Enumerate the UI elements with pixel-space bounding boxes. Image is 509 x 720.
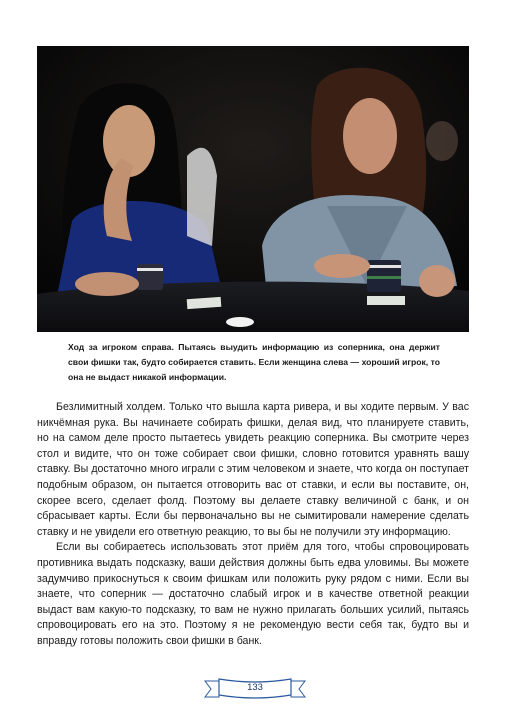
paragraph: Безлимитный холдем. Только что вышла карта ривера, и вы ходите первым. У вас никчёмная рука. Вы начинаете собирать фишки, делая вид, что планируете ставить, но на самом деле просто пытаетесь увидеть реакцию соперника. Вы смотрите через стол и видите, что он тоже собирает свои фишки, словно готовится уравнять вашу ставку. Вы достаточно много играли с этим человеком и знаете, что когда он поступает подобным образом, он пытается отговорить вас от ставки, и если вы поставите, он, скорее всего, сделает фолд. Поэтому вы делаете ставку величиной с банк, и он сбрасывает карты. Если бы первоначально вы не сымитировали намерение сделать ставку и не увидели его ответную реакцию, то вы бы не получили эту информацию. <box>37 401 469 538</box>
page-number: 133 <box>247 682 263 693</box>
poker-table-illustration <box>37 46 469 332</box>
article-body <box>37 400 469 650</box>
photo-caption: Ход за игроком справа. Пытаясь выудить информацию из соперника, она держит свои фишки так, будто собирается ставить. Если женщина слева — хороший игрок, то она не выдаст никакой информации. <box>68 342 440 382</box>
page-number-banner <box>203 676 307 702</box>
poker-photo <box>37 46 469 332</box>
paragraph: Если вы собираетесь использовать этот приём для того, чтобы спровоцировать противника выдать подсказку, ваши действия должны быть едва уловимы. Вы можете задумчиво прикоснуться к своим фишкам или положить руку рядом с ними. Если вы знаете, что соперник — достаточно слабый игрок и в качестве ответной реакции выдаст вам какую-то подсказку, то вам не нужно прилагать больших усилий, пытаясь спровоцировать его на это. Поэтому я не рекомендую вести себя так, будто вы и вправду готовы положить свои фишки в банк. <box>37 541 469 647</box>
